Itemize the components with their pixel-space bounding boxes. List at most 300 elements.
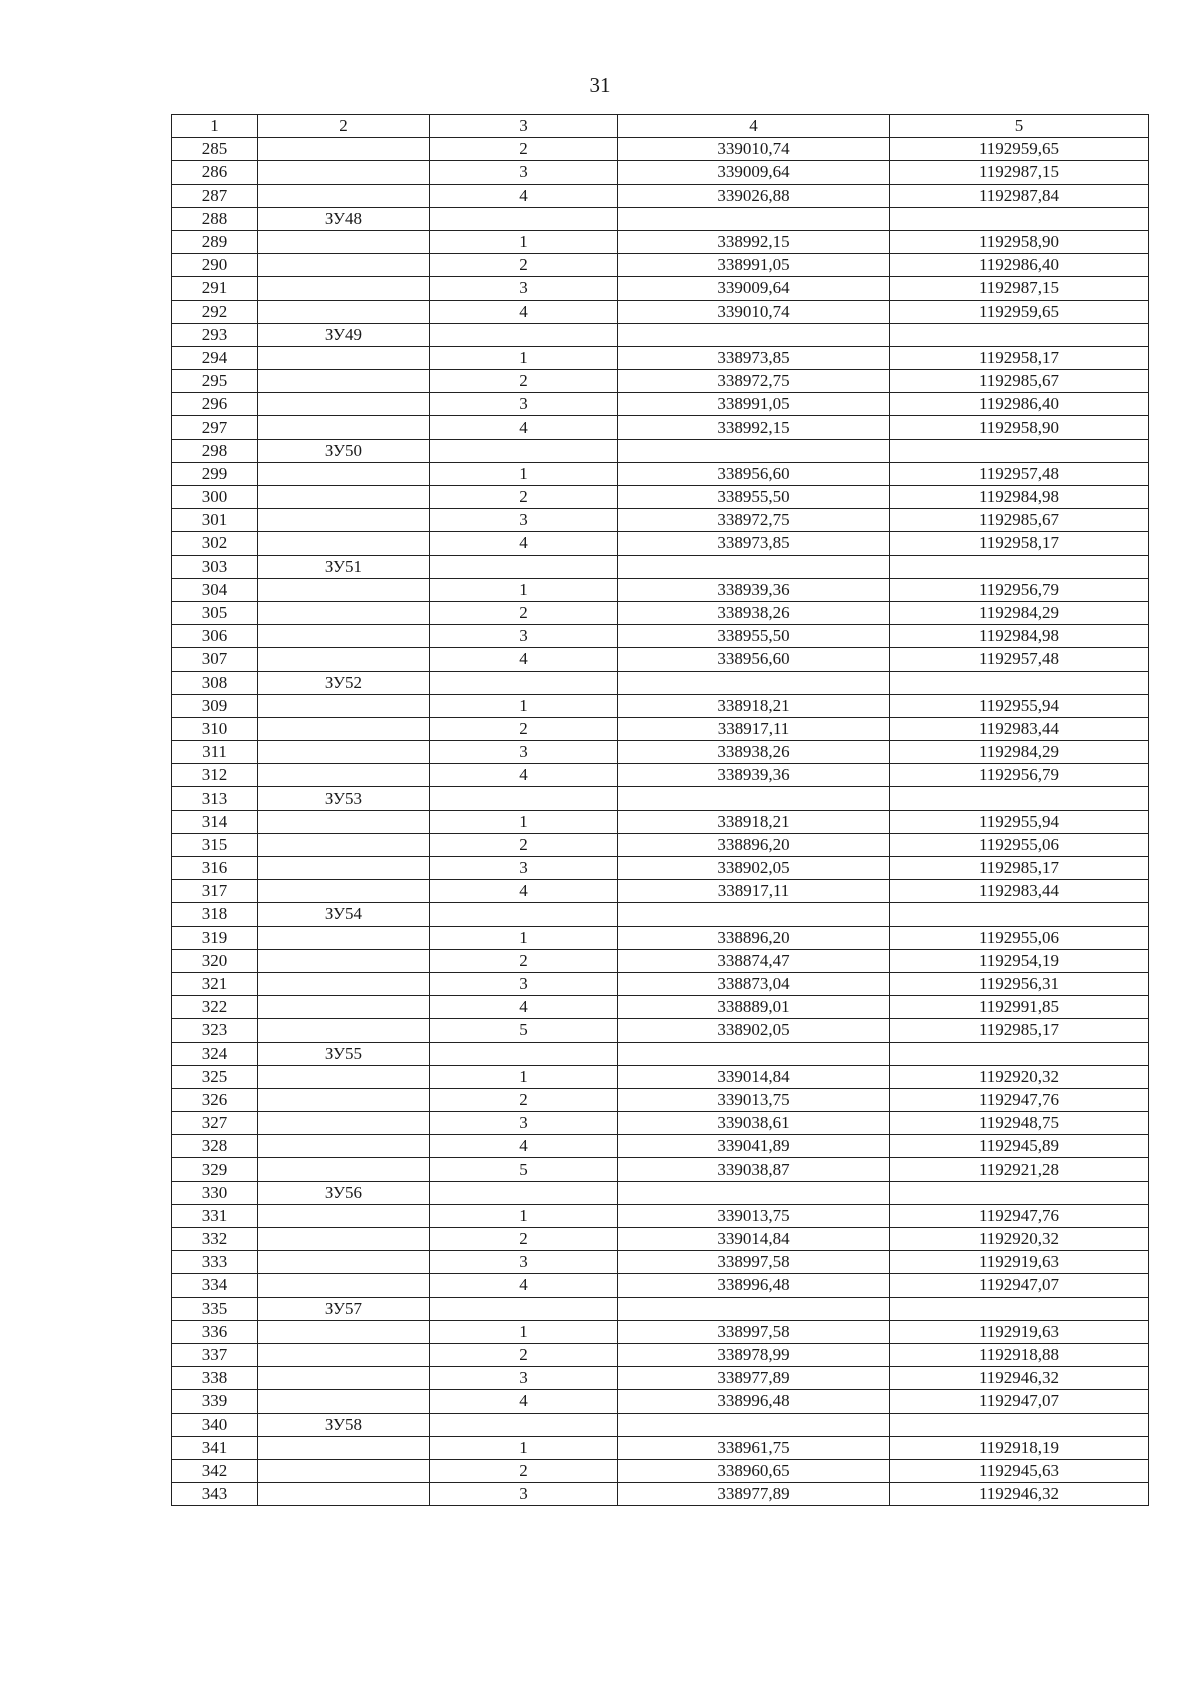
y-coordinate-cell: 1192918,19 [890, 1436, 1149, 1459]
table-row [172, 1135, 1149, 1158]
x-coordinate-cell: 339009,64 [618, 161, 890, 184]
parcel-id-cell [258, 601, 430, 624]
point-number-cell: 4 [430, 1274, 618, 1297]
parcel-id-cell: ЗУ57 [258, 1297, 430, 1320]
x-coordinate-cell [618, 787, 890, 810]
x-coordinate-cell: 338955,50 [618, 625, 890, 648]
x-coordinate-cell: 338917,11 [618, 880, 890, 903]
point-number-cell: 4 [430, 416, 618, 439]
table-row [172, 1042, 1149, 1065]
point-number-cell [430, 1413, 618, 1436]
y-coordinate-cell: 1192986,40 [890, 393, 1149, 416]
y-coordinate-cell [890, 439, 1149, 462]
row-number-cell: 299 [172, 462, 258, 485]
x-coordinate-cell: 339010,74 [618, 300, 890, 323]
row-number-cell: 337 [172, 1343, 258, 1366]
x-coordinate-cell: 339014,84 [618, 1065, 890, 1088]
parcel-id-cell: ЗУ49 [258, 323, 430, 346]
row-number-cell: 318 [172, 903, 258, 926]
y-coordinate-cell: 1192984,29 [890, 601, 1149, 624]
row-number-cell: 336 [172, 1320, 258, 1343]
row-number-cell: 301 [172, 509, 258, 532]
table-row [172, 346, 1149, 369]
coordinates-table [171, 114, 1149, 1506]
table-row [172, 694, 1149, 717]
table-row [172, 1320, 1149, 1343]
x-coordinate-cell [618, 1042, 890, 1065]
parcel-id-cell [258, 578, 430, 601]
row-number-cell: 295 [172, 370, 258, 393]
point-number-cell: 4 [430, 648, 618, 671]
y-coordinate-cell: 1192954,19 [890, 949, 1149, 972]
y-coordinate-cell: 1192948,75 [890, 1112, 1149, 1135]
parcel-id-cell [258, 1367, 430, 1390]
point-number-cell: 1 [430, 1320, 618, 1343]
x-coordinate-cell: 338955,50 [618, 486, 890, 509]
row-number-cell: 306 [172, 625, 258, 648]
x-coordinate-cell [618, 323, 890, 346]
y-coordinate-cell: 1192955,94 [890, 694, 1149, 717]
point-number-cell: 3 [430, 857, 618, 880]
table-row [172, 277, 1149, 300]
row-number-cell: 309 [172, 694, 258, 717]
y-coordinate-cell [890, 903, 1149, 926]
y-coordinate-cell: 1192947,76 [890, 1204, 1149, 1227]
table-row [172, 486, 1149, 509]
header-cell-4: 4 [618, 115, 890, 138]
parcel-id-cell [258, 486, 430, 509]
header-cell-1: 1 [172, 115, 258, 138]
point-number-cell: 3 [430, 625, 618, 648]
y-coordinate-cell: 1192921,28 [890, 1158, 1149, 1181]
table-row [172, 1088, 1149, 1111]
row-number-cell: 327 [172, 1112, 258, 1135]
row-number-cell: 291 [172, 277, 258, 300]
y-coordinate-cell: 1192918,88 [890, 1343, 1149, 1366]
row-number-cell: 325 [172, 1065, 258, 1088]
point-number-cell: 2 [430, 1343, 618, 1366]
table-row [172, 949, 1149, 972]
parcel-id-cell [258, 161, 430, 184]
parcel-id-cell [258, 370, 430, 393]
table-row [172, 207, 1149, 230]
row-number-cell: 310 [172, 717, 258, 740]
y-coordinate-cell: 1192945,89 [890, 1135, 1149, 1158]
row-number-cell: 331 [172, 1204, 258, 1227]
table-row [172, 1343, 1149, 1366]
point-number-cell: 1 [430, 230, 618, 253]
x-coordinate-cell [618, 671, 890, 694]
point-number-cell [430, 555, 618, 578]
y-coordinate-cell: 1192957,48 [890, 462, 1149, 485]
table-row [172, 230, 1149, 253]
table-row [172, 254, 1149, 277]
y-coordinate-cell: 1192983,44 [890, 717, 1149, 740]
table-row [172, 1228, 1149, 1251]
parcel-id-cell [258, 509, 430, 532]
y-coordinate-cell: 1192955,06 [890, 833, 1149, 856]
parcel-id-cell [258, 1065, 430, 1088]
row-number-cell: 308 [172, 671, 258, 694]
parcel-id-cell [258, 810, 430, 833]
point-number-cell: 4 [430, 880, 618, 903]
row-number-cell: 340 [172, 1413, 258, 1436]
table-row [172, 787, 1149, 810]
x-coordinate-cell: 338991,05 [618, 254, 890, 277]
row-number-cell: 314 [172, 810, 258, 833]
point-number-cell: 1 [430, 346, 618, 369]
y-coordinate-cell: 1192958,90 [890, 230, 1149, 253]
table-row [172, 1459, 1149, 1482]
x-coordinate-cell: 338896,20 [618, 926, 890, 949]
y-coordinate-cell: 1192956,79 [890, 764, 1149, 787]
x-coordinate-cell: 338961,75 [618, 1436, 890, 1459]
x-coordinate-cell: 338938,26 [618, 601, 890, 624]
point-number-cell: 2 [430, 1228, 618, 1251]
table-row [172, 1112, 1149, 1135]
x-coordinate-cell: 338991,05 [618, 393, 890, 416]
row-number-cell: 319 [172, 926, 258, 949]
row-number-cell: 339 [172, 1390, 258, 1413]
y-coordinate-cell: 1192958,17 [890, 346, 1149, 369]
table-row [172, 996, 1149, 1019]
x-coordinate-cell: 339009,64 [618, 277, 890, 300]
point-number-cell: 5 [430, 1019, 618, 1042]
point-number-cell: 1 [430, 462, 618, 485]
y-coordinate-cell [890, 1413, 1149, 1436]
parcel-id-cell: ЗУ48 [258, 207, 430, 230]
row-number-cell: 297 [172, 416, 258, 439]
y-coordinate-cell: 1192919,63 [890, 1251, 1149, 1274]
parcel-id-cell [258, 346, 430, 369]
y-coordinate-cell: 1192987,15 [890, 277, 1149, 300]
x-coordinate-cell [618, 1181, 890, 1204]
parcel-id-cell: ЗУ58 [258, 1413, 430, 1436]
point-number-cell: 1 [430, 578, 618, 601]
table-row [172, 717, 1149, 740]
x-coordinate-cell: 338956,60 [618, 462, 890, 485]
table-row [172, 1274, 1149, 1297]
parcel-id-cell [258, 254, 430, 277]
row-number-cell: 329 [172, 1158, 258, 1181]
point-number-cell: 3 [430, 972, 618, 995]
y-coordinate-cell [890, 1181, 1149, 1204]
table-row [172, 1436, 1149, 1459]
parcel-id-cell [258, 1343, 430, 1366]
point-number-cell: 2 [430, 717, 618, 740]
x-coordinate-cell: 338960,65 [618, 1459, 890, 1482]
parcel-id-cell [258, 857, 430, 880]
x-coordinate-cell: 339041,89 [618, 1135, 890, 1158]
y-coordinate-cell: 1192955,94 [890, 810, 1149, 833]
row-number-cell: 328 [172, 1135, 258, 1158]
table-row [172, 555, 1149, 578]
table-row [172, 1483, 1149, 1506]
parcel-id-cell [258, 1228, 430, 1251]
y-coordinate-cell: 1192985,67 [890, 509, 1149, 532]
point-number-cell: 2 [430, 1459, 618, 1482]
row-number-cell: 292 [172, 300, 258, 323]
row-number-cell: 311 [172, 741, 258, 764]
x-coordinate-cell: 338977,89 [618, 1367, 890, 1390]
y-coordinate-cell [890, 207, 1149, 230]
row-number-cell: 289 [172, 230, 258, 253]
point-number-cell: 2 [430, 486, 618, 509]
table-row [172, 184, 1149, 207]
parcel-id-cell [258, 393, 430, 416]
point-number-cell: 1 [430, 810, 618, 833]
parcel-id-cell: ЗУ54 [258, 903, 430, 926]
point-number-cell: 3 [430, 1112, 618, 1135]
table-row [172, 578, 1149, 601]
row-number-cell: 290 [172, 254, 258, 277]
y-coordinate-cell: 1192947,07 [890, 1390, 1149, 1413]
point-number-cell: 4 [430, 300, 618, 323]
table-row [172, 300, 1149, 323]
table-row [172, 833, 1149, 856]
x-coordinate-cell: 338973,85 [618, 532, 890, 555]
x-coordinate-cell: 338889,01 [618, 996, 890, 1019]
row-number-cell: 294 [172, 346, 258, 369]
point-number-cell: 2 [430, 833, 618, 856]
point-number-cell: 4 [430, 1390, 618, 1413]
row-number-cell: 341 [172, 1436, 258, 1459]
x-coordinate-cell: 338939,36 [618, 764, 890, 787]
row-number-cell: 316 [172, 857, 258, 880]
row-number-cell: 315 [172, 833, 258, 856]
table-row [172, 323, 1149, 346]
point-number-cell: 4 [430, 996, 618, 1019]
x-coordinate-cell [618, 555, 890, 578]
parcel-id-cell [258, 1320, 430, 1343]
parcel-id-cell [258, 741, 430, 764]
point-number-cell: 2 [430, 949, 618, 972]
x-coordinate-cell [618, 207, 890, 230]
x-coordinate-cell: 338938,26 [618, 741, 890, 764]
point-number-cell: 4 [430, 764, 618, 787]
parcel-id-cell [258, 1088, 430, 1111]
row-number-cell: 317 [172, 880, 258, 903]
parcel-id-cell: ЗУ50 [258, 439, 430, 462]
table-row [172, 1065, 1149, 1088]
y-coordinate-cell: 1192985,17 [890, 857, 1149, 880]
row-number-cell: 335 [172, 1297, 258, 1320]
row-number-cell: 312 [172, 764, 258, 787]
parcel-id-cell [258, 1251, 430, 1274]
y-coordinate-cell: 1192984,98 [890, 486, 1149, 509]
header-cell-5: 5 [890, 115, 1149, 138]
x-coordinate-cell: 338978,99 [618, 1343, 890, 1366]
point-number-cell: 2 [430, 601, 618, 624]
table-row [172, 648, 1149, 671]
point-number-cell: 1 [430, 1436, 618, 1459]
y-coordinate-cell: 1192957,48 [890, 648, 1149, 671]
table-row [172, 764, 1149, 787]
row-number-cell: 302 [172, 532, 258, 555]
y-coordinate-cell [890, 1297, 1149, 1320]
table-row [172, 161, 1149, 184]
parcel-id-cell [258, 694, 430, 717]
parcel-id-cell [258, 880, 430, 903]
point-number-cell: 5 [430, 1158, 618, 1181]
y-coordinate-cell: 1192956,79 [890, 578, 1149, 601]
row-number-cell: 338 [172, 1367, 258, 1390]
header-cell-2: 2 [258, 115, 430, 138]
page-number: 31 [589, 73, 611, 97]
point-number-cell: 1 [430, 694, 618, 717]
point-number-cell [430, 1042, 618, 1065]
table-row [172, 138, 1149, 161]
y-coordinate-cell: 1192955,06 [890, 926, 1149, 949]
point-number-cell: 2 [430, 254, 618, 277]
row-number-cell: 343 [172, 1483, 258, 1506]
y-coordinate-cell: 1192920,32 [890, 1228, 1149, 1251]
table-row [172, 810, 1149, 833]
table-header-row [172, 115, 1149, 138]
table-row [172, 1367, 1149, 1390]
point-number-cell: 3 [430, 741, 618, 764]
y-coordinate-cell: 1192985,67 [890, 370, 1149, 393]
point-number-cell: 2 [430, 370, 618, 393]
parcel-id-cell [258, 1204, 430, 1227]
y-coordinate-cell: 1192919,63 [890, 1320, 1149, 1343]
table-row [172, 671, 1149, 694]
x-coordinate-cell: 339013,75 [618, 1204, 890, 1227]
row-number-cell: 305 [172, 601, 258, 624]
y-coordinate-cell: 1192956,31 [890, 972, 1149, 995]
row-number-cell: 330 [172, 1181, 258, 1204]
parcel-id-cell [258, 972, 430, 995]
point-number-cell [430, 1297, 618, 1320]
row-number-cell: 296 [172, 393, 258, 416]
y-coordinate-cell: 1192986,40 [890, 254, 1149, 277]
table-row [172, 1297, 1149, 1320]
parcel-id-cell: ЗУ51 [258, 555, 430, 578]
x-coordinate-cell: 338873,04 [618, 972, 890, 995]
y-coordinate-cell: 1192983,44 [890, 880, 1149, 903]
table-row [172, 903, 1149, 926]
point-number-cell [430, 903, 618, 926]
table-row [172, 1181, 1149, 1204]
parcel-id-cell [258, 1459, 430, 1482]
point-number-cell [430, 1181, 618, 1204]
point-number-cell: 1 [430, 926, 618, 949]
x-coordinate-cell: 339038,87 [618, 1158, 890, 1181]
x-coordinate-cell: 338992,15 [618, 230, 890, 253]
table-row [172, 1204, 1149, 1227]
x-coordinate-cell: 338972,75 [618, 370, 890, 393]
table-row [172, 972, 1149, 995]
row-number-cell: 332 [172, 1228, 258, 1251]
parcel-id-cell [258, 1019, 430, 1042]
y-coordinate-cell [890, 323, 1149, 346]
parcel-id-cell [258, 625, 430, 648]
y-coordinate-cell: 1192920,32 [890, 1065, 1149, 1088]
y-coordinate-cell: 1192987,15 [890, 161, 1149, 184]
y-coordinate-cell: 1192946,32 [890, 1367, 1149, 1390]
table-row [172, 462, 1149, 485]
x-coordinate-cell: 338992,15 [618, 416, 890, 439]
x-coordinate-cell: 338917,11 [618, 717, 890, 740]
coordinates-table-body [172, 115, 1149, 1506]
parcel-id-cell [258, 1158, 430, 1181]
parcel-id-cell [258, 949, 430, 972]
x-coordinate-cell: 339013,75 [618, 1088, 890, 1111]
point-number-cell: 2 [430, 1088, 618, 1111]
x-coordinate-cell: 338996,48 [618, 1274, 890, 1297]
y-coordinate-cell: 1192984,98 [890, 625, 1149, 648]
point-number-cell: 3 [430, 393, 618, 416]
point-number-cell: 3 [430, 509, 618, 532]
x-coordinate-cell: 338997,58 [618, 1251, 890, 1274]
table-row [172, 857, 1149, 880]
y-coordinate-cell: 1192946,32 [890, 1483, 1149, 1506]
table-row [172, 439, 1149, 462]
row-number-cell: 326 [172, 1088, 258, 1111]
x-coordinate-cell: 339026,88 [618, 184, 890, 207]
parcel-id-cell: ЗУ55 [258, 1042, 430, 1065]
point-number-cell: 3 [430, 161, 618, 184]
table-row [172, 532, 1149, 555]
point-number-cell: 3 [430, 1251, 618, 1274]
header-cell-3: 3 [430, 115, 618, 138]
point-number-cell: 3 [430, 277, 618, 300]
parcel-id-cell [258, 416, 430, 439]
point-number-cell: 3 [430, 1483, 618, 1506]
row-number-cell: 321 [172, 972, 258, 995]
parcel-id-cell [258, 1483, 430, 1506]
x-coordinate-cell: 338996,48 [618, 1390, 890, 1413]
row-number-cell: 304 [172, 578, 258, 601]
row-number-cell: 313 [172, 787, 258, 810]
parcel-id-cell [258, 764, 430, 787]
parcel-id-cell [258, 300, 430, 323]
point-number-cell: 2 [430, 138, 618, 161]
x-coordinate-cell: 338956,60 [618, 648, 890, 671]
row-number-cell: 320 [172, 949, 258, 972]
point-number-cell: 4 [430, 532, 618, 555]
parcel-id-cell [258, 462, 430, 485]
row-number-cell: 298 [172, 439, 258, 462]
point-number-cell: 3 [430, 1367, 618, 1390]
parcel-id-cell [258, 1436, 430, 1459]
point-number-cell [430, 787, 618, 810]
parcel-id-cell [258, 1135, 430, 1158]
parcel-id-cell [258, 648, 430, 671]
x-coordinate-cell: 339038,61 [618, 1112, 890, 1135]
table-row [172, 1251, 1149, 1274]
y-coordinate-cell: 1192985,17 [890, 1019, 1149, 1042]
table-row [172, 1019, 1149, 1042]
table-row [172, 416, 1149, 439]
table-row [172, 880, 1149, 903]
x-coordinate-cell: 338874,47 [618, 949, 890, 972]
point-number-cell: 1 [430, 1065, 618, 1088]
x-coordinate-cell: 338902,05 [618, 1019, 890, 1042]
parcel-id-cell: ЗУ52 [258, 671, 430, 694]
y-coordinate-cell: 1192958,90 [890, 416, 1149, 439]
row-number-cell: 307 [172, 648, 258, 671]
table-row [172, 1158, 1149, 1181]
parcel-id-cell [258, 532, 430, 555]
row-number-cell: 288 [172, 207, 258, 230]
parcel-id-cell: ЗУ53 [258, 787, 430, 810]
x-coordinate-cell: 339014,84 [618, 1228, 890, 1251]
point-number-cell: 4 [430, 1135, 618, 1158]
y-coordinate-cell [890, 787, 1149, 810]
y-coordinate-cell: 1192958,17 [890, 532, 1149, 555]
table-row [172, 926, 1149, 949]
